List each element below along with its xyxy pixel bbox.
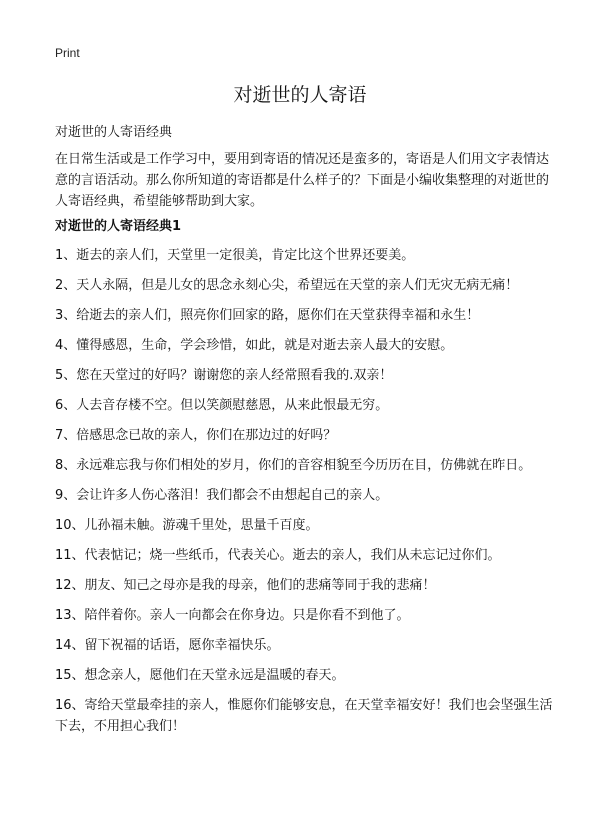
list-item: 3、给逝去的亲人们，照亮你们回家的路，愿你们在天堂获得幸福和永生！: [55, 308, 480, 323]
list-item: 9、会让许多人伤心落泪！我们都会不由想起自己的亲人。: [55, 488, 389, 503]
document-subtitle: 对逝世的人寄语经典: [55, 125, 173, 140]
list-item: 14、留下祝福的话语，愿你幸福快乐。: [55, 638, 280, 653]
list-item: 12、朋友、知己之母亦是我的母亲，他们的悲痛等同于我的悲痛！: [55, 578, 436, 593]
list-item: 16、寄给天堂最牵挂的亲人，惟愿你们能够安息，在天堂幸福安好！我们也会坚强生活下去，不用担心我们！: [55, 698, 553, 734]
list-item: 15、想念亲人，愿他们在天堂永远是温暖的春天。: [55, 668, 345, 683]
list-item: 5、您在天堂过的好吗？谢谢您的亲人经常照看我的.双亲！: [55, 368, 393, 383]
print-link[interactable]: Print: [55, 46, 80, 60]
list-item: 13、陪伴着你。亲人一向都会在你身边。只是你看不到他了。: [55, 608, 410, 623]
list-item: 10、儿孙福未触。游魂千里处，思量千百度。: [55, 518, 319, 533]
list-item: 11、代表惦记；烧一些纸币，代表关心。逝去的亲人，我们从未忘记过你们。: [55, 548, 501, 563]
list-item: 4、懂得感恩，生命，学会珍惜，如此，就是对逝去亲人最大的安慰。: [55, 338, 454, 353]
message-list: [55, 245, 555, 746]
page-title: 对逝世的人寄语: [233, 84, 367, 106]
list-item: 8、永远难忘我与你们相处的岁月，你们的音容相貌至今历历在目，仿佛就在昨日。: [55, 458, 532, 473]
list-item: 7、倍感思念已故的亲人，你们在那边过的好吗？: [55, 428, 337, 443]
list-item: 1、逝去的亲人们，天堂里一定很美，肯定比这个世界还要美。: [55, 248, 415, 263]
intro-paragraph: 在日常生活或是工作学习中，要用到寄语的情况还是蛮多的，寄语是人们用文字表情达意的言语活动。那么你所知道的寄语都是什么样子的？下面是小编收集整理的对逝世的人寄语经典，希望能够帮助到大家。: [55, 152, 550, 209]
list-item: 2、天人永隔，但是儿女的思念永刻心尖，希望远在天堂的亲人们无灾无病无痛！: [55, 278, 519, 293]
list-item: 6、人去音存楼不空。但以笑颜慰慈恩，从来此恨最无穷。: [55, 398, 389, 413]
section-heading: 对逝世的人寄语经典1: [55, 219, 182, 234]
